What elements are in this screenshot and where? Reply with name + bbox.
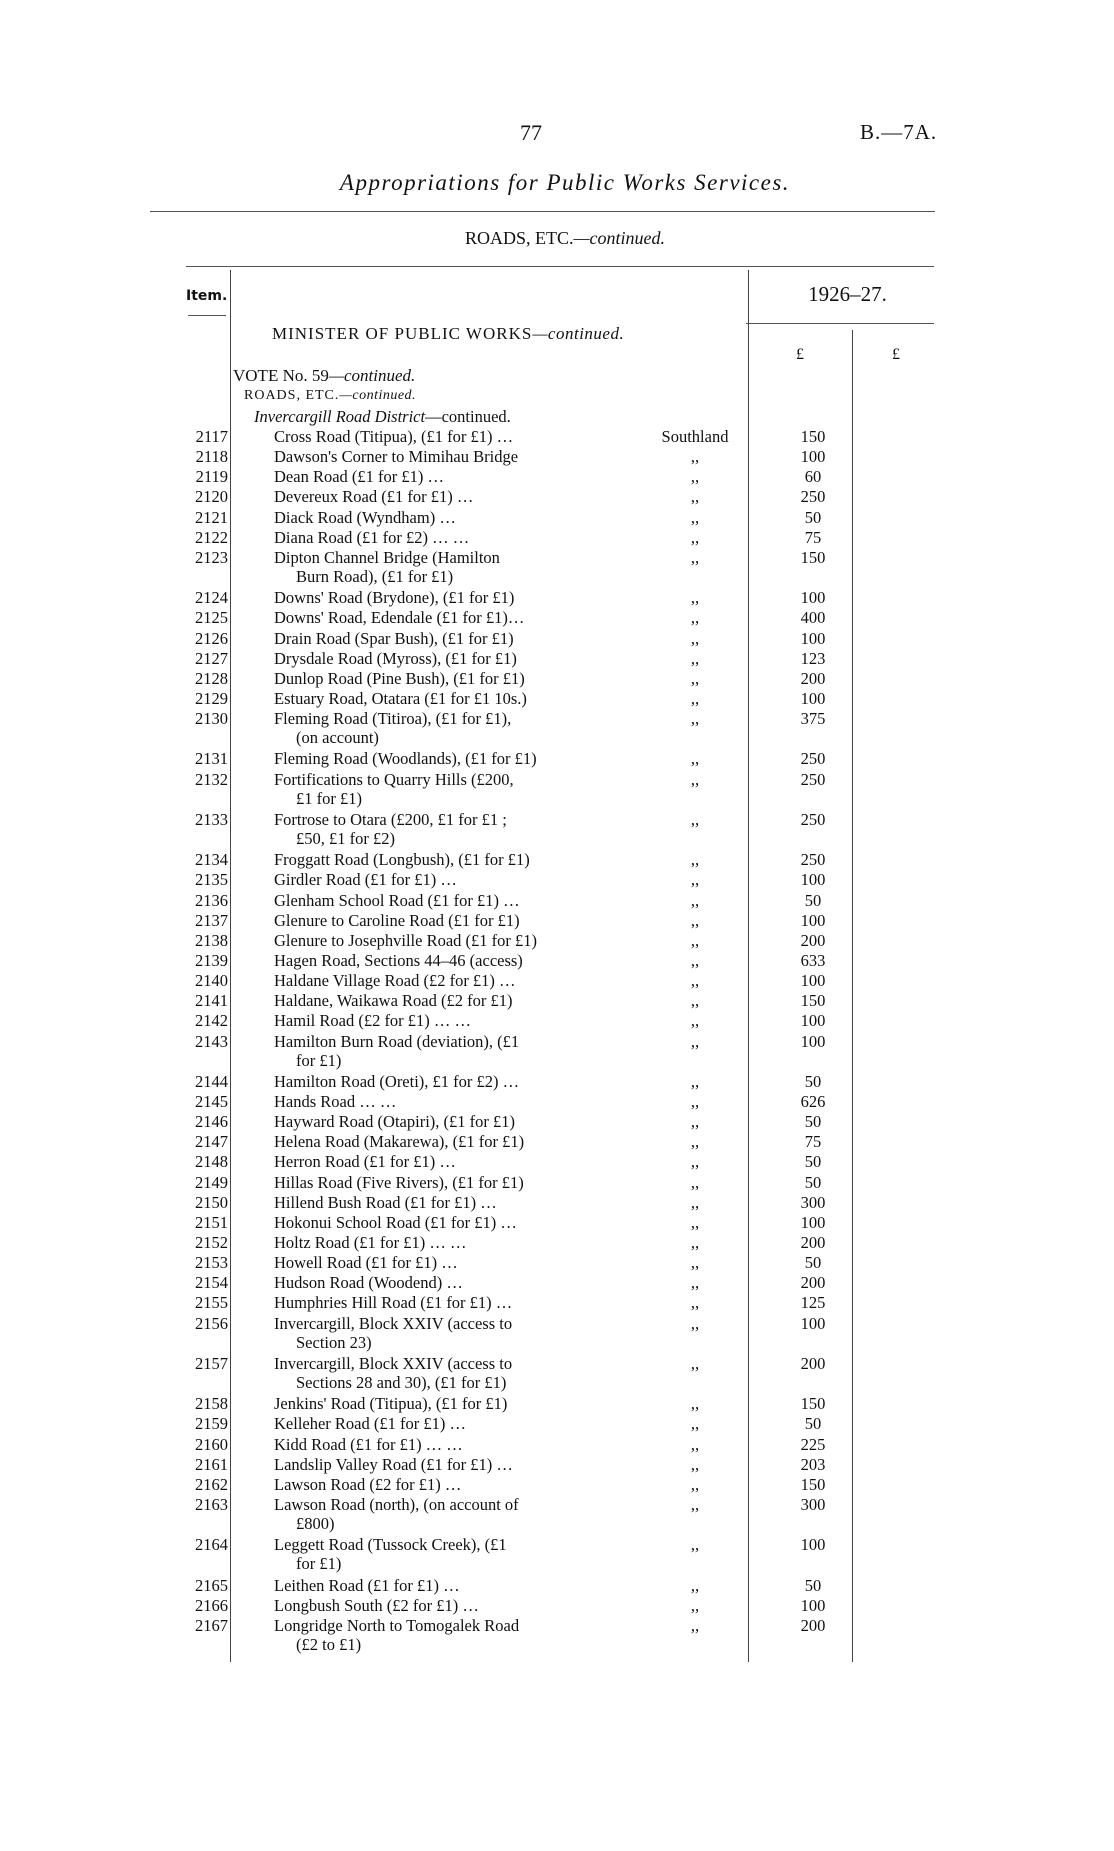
item-number: 2143	[195, 1031, 228, 1051]
description-text: Invercargill, Block XXIV (access to	[274, 1313, 513, 1333]
amount: 200	[800, 1353, 826, 1373]
item-number: 2153	[195, 1253, 228, 1273]
amount: 250	[800, 769, 826, 789]
table-top-rule	[186, 266, 934, 267]
road-description	[274, 1032, 616, 1070]
description-text: Lawson Road (£2 for £1) …	[274, 1474, 462, 1494]
description-text: Invercargill, Block XXIV (access to	[274, 1353, 513, 1373]
amount: 50	[804, 1071, 822, 1091]
item-number: 2162	[195, 1474, 228, 1494]
amount: 200	[800, 1233, 826, 1252]
item-number: 2156	[195, 1313, 228, 1333]
description-text: Landslip Valley Road (£1 for £1) …	[274, 1454, 513, 1474]
description-text: Haldane Village Road (£2 for £1) …	[274, 971, 516, 990]
minister-continued: —continued.	[532, 324, 625, 343]
description-text: Jenkins' Road (Titipua), (£1 for £1)	[274, 1394, 508, 1414]
amount: 50	[804, 890, 822, 910]
road-description	[274, 689, 616, 708]
location: ,,	[690, 890, 700, 910]
location: ,,	[690, 1535, 700, 1555]
road-description	[274, 1152, 616, 1171]
road-description	[274, 508, 616, 527]
item-number: 2140	[195, 971, 228, 990]
amount: 626	[800, 1091, 826, 1111]
road-description	[274, 931, 616, 950]
roads-title: ROADS, ETC.	[244, 388, 340, 403]
road-description	[274, 1576, 616, 1595]
item-number: 2144	[195, 1071, 228, 1091]
amount: 250	[800, 487, 826, 507]
description-text: Cross Road (Titipua), (£1 for £1) …	[274, 427, 514, 446]
location: ,,	[690, 1575, 700, 1595]
amount: 150	[800, 1394, 826, 1414]
amount: 100	[800, 910, 826, 930]
item-number: 2126	[195, 628, 228, 648]
amount: 375	[800, 709, 826, 729]
amount: 200	[800, 1273, 826, 1293]
item-number: 2159	[195, 1414, 228, 1434]
district-title: Invercargill Road District	[254, 407, 426, 426]
item-number: 2145	[195, 1091, 228, 1111]
item-number: 2166	[195, 1595, 228, 1615]
description-text: Froggatt Road (Longbush), (£1 for £1)	[274, 850, 530, 870]
road-description	[274, 1475, 616, 1494]
description-continuation: Section 23)	[296, 1332, 372, 1352]
item-number: 2160	[195, 1434, 228, 1454]
description-text: Kelleher Road (£1 for £1) …	[274, 1414, 466, 1434]
location: ,,	[690, 628, 700, 648]
location: ,,	[690, 487, 700, 507]
location: ,,	[690, 769, 700, 789]
amount: 200	[800, 1615, 826, 1635]
amount: 250	[800, 749, 826, 769]
road-description	[274, 548, 616, 586]
location: ,,	[690, 1494, 700, 1514]
location: ,,	[690, 1253, 700, 1273]
description-text: Hamil Road (£2 for £1) … …	[274, 1011, 472, 1031]
amount: 50	[804, 1414, 822, 1434]
road-description	[274, 770, 616, 808]
minister-heading	[272, 324, 624, 344]
item-number: 2149	[195, 1172, 228, 1192]
description-text: Leithen Road (£1 for £1) …	[274, 1575, 460, 1595]
location: ,,	[690, 991, 700, 1011]
road-description	[274, 1273, 616, 1292]
road-description	[274, 1112, 616, 1131]
location: ,,	[690, 1474, 700, 1494]
location: ,,	[690, 1615, 700, 1635]
description-text: Dipton Channel Bridge (Hamilton	[274, 547, 500, 567]
road-description	[274, 1314, 616, 1352]
year-column-header: 1926–27.	[808, 282, 887, 306]
item-number: 2135	[195, 870, 228, 890]
amount: 100	[800, 1595, 826, 1615]
location: ,,	[690, 588, 700, 608]
item-number: 2129	[195, 689, 228, 708]
description-text: Estuary Road, Otatara (£1 for £1 10s.)	[274, 689, 527, 708]
road-description	[274, 870, 616, 889]
description-text: Glenure to Caroline Road (£1 for £1)	[274, 910, 520, 930]
item-number: 2123	[195, 547, 228, 567]
item-number: 2158	[195, 1394, 228, 1414]
road-description	[274, 467, 616, 486]
description-text: Hayward Road (Otapiri), (£1 for £1)	[274, 1112, 516, 1132]
location: ,,	[690, 930, 700, 950]
description-text: Diana Road (£1 for £2) … …	[274, 527, 470, 547]
item-column-divider	[230, 270, 231, 1662]
description-text: Glenham School Road (£1 for £1) …	[274, 890, 520, 910]
item-number: 2131	[195, 749, 228, 769]
location: ,,	[690, 1394, 700, 1414]
location: ,,	[690, 1011, 700, 1031]
description-text: Fortrose to Otara (£200, £1 for £1 ;	[274, 809, 507, 829]
location: ,,	[690, 1293, 700, 1313]
description-text: Humphries Hill Road (£1 for £1) …	[274, 1293, 513, 1313]
item-number: 2164	[195, 1535, 228, 1555]
item-number: 2165	[195, 1575, 228, 1595]
location: ,,	[690, 910, 700, 930]
item-column-header: Item.	[186, 288, 228, 304]
section-heading	[100, 228, 1030, 249]
item-number: 2118	[195, 447, 228, 467]
item-number: 2128	[195, 668, 228, 688]
location: ,,	[690, 850, 700, 870]
section-continued: —continued.	[573, 228, 665, 248]
location: ,,	[690, 950, 700, 970]
section-title: ROADS, ETC.	[464, 228, 574, 248]
amount: 50	[804, 1172, 822, 1192]
road-description	[274, 810, 616, 848]
description-text: Hands Road … …	[274, 1091, 397, 1111]
location: ,,	[690, 749, 700, 769]
road-description	[274, 911, 616, 930]
amount: 300	[800, 1192, 826, 1212]
road-description	[274, 1173, 616, 1192]
item-number: 2133	[195, 809, 228, 829]
item-number: 2121	[195, 507, 228, 527]
item-number: 2161	[195, 1454, 228, 1474]
item-number: 2150	[195, 1192, 228, 1212]
item-number: 2127	[195, 648, 228, 668]
location: ,,	[690, 971, 700, 990]
location: ,,	[690, 527, 700, 547]
location: ,,	[690, 447, 700, 467]
item-number: 2142	[195, 1011, 228, 1031]
description-continuation: (on account)	[296, 728, 379, 748]
roads-continued: —continued.	[339, 388, 417, 403]
item-number: 2151	[195, 1212, 228, 1232]
item-number: 2124	[195, 588, 228, 608]
minister-title: MINISTER OF PUBLIC WORKS	[272, 324, 533, 343]
location: ,,	[690, 1414, 700, 1434]
description-text: Holtz Road (£1 for £1) … …	[274, 1233, 467, 1252]
amount: 50	[804, 1253, 822, 1273]
amount: 203	[800, 1454, 826, 1474]
location: ,,	[690, 1071, 700, 1091]
amount: 60	[804, 467, 822, 487]
item-number: 2132	[195, 769, 228, 789]
description-continuation: for £1)	[296, 1050, 342, 1070]
amount: 200	[800, 668, 826, 688]
road-description	[274, 1596, 616, 1615]
item-number: 2122	[195, 527, 228, 547]
location: ,,	[690, 467, 700, 487]
item-number: 2154	[195, 1273, 228, 1293]
description-text: Hokonui School Road (£1 for £1) …	[274, 1212, 517, 1232]
description-continuation: £1 for £1)	[296, 788, 362, 808]
item-number: 2138	[195, 930, 228, 950]
location: ,,	[690, 1353, 700, 1373]
description-text: Kidd Road (£1 for £1) … …	[274, 1434, 463, 1454]
location: ,,	[690, 870, 700, 890]
amount: 100	[800, 588, 826, 608]
location: ,,	[690, 648, 700, 668]
description-text: Helena Road (Makarewa), (£1 for £1)	[274, 1132, 525, 1152]
description-text: Hamilton Burn Road (deviation), (£1	[274, 1031, 520, 1051]
item-number: 2139	[195, 950, 228, 970]
road-description	[274, 649, 616, 668]
road-description	[274, 1495, 616, 1533]
description-text: Fleming Road (Woodlands), (£1 for £1)	[274, 749, 537, 769]
road-description	[274, 1354, 616, 1392]
amount: 100	[800, 971, 826, 990]
page-title: Appropriations for Public Works Services.	[339, 170, 791, 195]
vote-heading	[233, 366, 415, 386]
road-description	[274, 1011, 616, 1030]
item-number: 2119	[195, 467, 228, 487]
description-text: Drysdale Road (Myross), (£1 for £1)	[274, 648, 517, 668]
location: ,,	[690, 689, 700, 708]
item-number: 2167	[195, 1615, 228, 1635]
amount: 150	[800, 1474, 826, 1494]
amount: 100	[800, 1011, 826, 1031]
location: ,,	[690, 1192, 700, 1212]
item-number: 2147	[195, 1132, 228, 1152]
amount: 100	[800, 689, 826, 708]
description-continuation: £800)	[296, 1513, 335, 1533]
item-number: 2155	[195, 1293, 228, 1313]
pound-sign-2: £	[892, 346, 900, 363]
description-text: Howell Road (£1 for £1) …	[274, 1253, 458, 1273]
amount: 150	[800, 547, 826, 567]
title-rule	[150, 211, 935, 212]
amount: 50	[804, 1575, 822, 1595]
road-description	[274, 1616, 616, 1654]
amount: 225	[800, 1434, 826, 1454]
location: ,,	[690, 1212, 700, 1232]
item-number: 2120	[195, 487, 228, 507]
description-text: Downs' Road, Edendale (£1 for £1)…	[274, 608, 525, 628]
description-text: Dean Road (£1 for £1) …	[274, 467, 444, 487]
road-description	[274, 427, 616, 446]
road-description	[274, 1293, 616, 1312]
description-text: Downs' Road (Brydone), (£1 for £1)	[274, 588, 515, 608]
location: Southland	[661, 427, 729, 446]
item-number: 2146	[195, 1112, 228, 1132]
location: ,,	[690, 547, 700, 567]
item-number: 2125	[195, 608, 228, 628]
amount: 300	[800, 1494, 826, 1514]
amount: 125	[800, 1293, 826, 1313]
location: ,,	[690, 1091, 700, 1111]
item-number: 2157	[195, 1353, 228, 1373]
year-rule	[746, 323, 934, 324]
description-text: Leggett Road (Tussock Creek), (£1	[274, 1535, 507, 1555]
location: ,,	[690, 809, 700, 829]
description-text: Hagen Road, Sections 44–46 (access)	[274, 950, 523, 970]
road-description	[274, 608, 616, 627]
road-description	[274, 1253, 616, 1272]
road-description	[274, 991, 616, 1010]
item-rule	[188, 315, 226, 316]
road-description	[274, 1092, 616, 1111]
road-description	[274, 1132, 616, 1151]
item-number: 2152	[195, 1233, 228, 1252]
location: ,,	[690, 1112, 700, 1132]
road-description	[274, 1213, 616, 1232]
road-description	[274, 1072, 616, 1091]
amount: 100	[800, 1535, 826, 1555]
item-number: 2163	[195, 1494, 228, 1514]
amount: 75	[804, 1132, 822, 1152]
location: ,,	[690, 1152, 700, 1172]
road-description	[274, 1233, 616, 1252]
road-description	[274, 588, 616, 607]
location: ,,	[690, 1454, 700, 1474]
description-text: Herron Road (£1 for £1) …	[274, 1152, 456, 1172]
item-number: 2141	[195, 991, 228, 1011]
amount: 100	[800, 447, 826, 467]
amount: 200	[800, 930, 826, 950]
description-text: Devereux Road (£1 for £1) …	[274, 487, 474, 507]
description-text: Hillas Road (Five Rivers), (£1 for £1)	[274, 1172, 524, 1192]
road-description	[274, 1535, 616, 1573]
description-continuation: for £1)	[296, 1554, 342, 1574]
item-number: 2130	[195, 709, 228, 729]
item-number: 2117	[195, 427, 228, 446]
road-description	[274, 447, 616, 466]
road-description	[274, 1455, 616, 1474]
page-number: 77	[520, 120, 542, 145]
description-text: Hudson Road (Woodend) …	[274, 1273, 463, 1293]
document-reference: B.—7A.	[860, 120, 938, 144]
amount: 100	[800, 1313, 826, 1333]
road-description	[274, 749, 616, 768]
district-continued: —continued.	[425, 407, 511, 426]
road-description	[274, 487, 616, 506]
amount: 100	[800, 628, 826, 648]
amount: 75	[804, 527, 822, 547]
road-description	[274, 951, 616, 970]
location: ,,	[690, 668, 700, 688]
description-text: Drain Road (Spar Bush), (£1 for £1)	[274, 628, 514, 648]
item-number: 2148	[195, 1152, 228, 1172]
pound-sign-1: £	[796, 346, 804, 363]
location: ,,	[690, 1595, 700, 1615]
amount: 100	[800, 1212, 826, 1232]
description-text: Haldane, Waikawa Road (£2 for £1)	[274, 991, 513, 1011]
location: ,,	[690, 1434, 700, 1454]
item-number: 2137	[195, 910, 228, 930]
location: ,,	[690, 1031, 700, 1051]
description-text: Fleming Road (Titiroa), (£1 for £1),	[274, 709, 512, 729]
road-description	[274, 709, 616, 747]
location: ,,	[690, 507, 700, 527]
amount: 50	[804, 1112, 822, 1132]
description-text: Dunlop Road (Pine Bush), (£1 for £1)	[274, 668, 525, 688]
amount: 150	[800, 427, 826, 446]
description-text: Hillend Bush Road (£1 for £1) …	[274, 1192, 497, 1212]
vote-title: VOTE No. 59	[233, 366, 329, 385]
item-number: 2136	[195, 890, 228, 910]
location: ,,	[690, 709, 700, 729]
location: ,,	[690, 1313, 700, 1333]
amount: 123	[800, 648, 826, 668]
description-text: Hamilton Road (Oreti), £1 for £2) …	[274, 1071, 520, 1091]
road-description	[274, 1435, 616, 1454]
amount: 633	[800, 950, 826, 970]
item-number: 2134	[195, 850, 228, 870]
description-continuation: Sections 28 and 30), (£1 for £1)	[296, 1372, 507, 1392]
description-text: Glenure to Josephville Road (£1 for £1)	[274, 930, 538, 950]
description-continuation: Burn Road), (£1 for £1)	[296, 566, 454, 586]
roads-subheading	[244, 388, 416, 404]
description-continuation: £50, £1 for £2)	[296, 828, 395, 848]
location: ,,	[690, 1172, 700, 1192]
description-text: Diack Road (Wyndham) …	[274, 507, 456, 527]
vote-continued: —continued.	[328, 366, 416, 385]
amount: 100	[800, 870, 826, 890]
location: ,,	[690, 1273, 700, 1293]
district-heading	[254, 407, 511, 427]
road-description	[274, 528, 616, 547]
road-description	[274, 850, 616, 869]
road-description	[274, 1394, 616, 1413]
amount: 250	[800, 809, 826, 829]
description-text: Girdler Road (£1 for £1) …	[274, 870, 457, 890]
description-text: Lawson Road (north), (on account of	[274, 1494, 519, 1514]
road-description	[274, 1414, 616, 1433]
road-description	[274, 629, 616, 648]
amount: 50	[804, 1152, 822, 1172]
amount: 250	[800, 850, 826, 870]
road-description	[274, 971, 616, 990]
amount: 150	[800, 991, 826, 1011]
road-description	[274, 891, 616, 910]
road-description	[274, 1193, 616, 1212]
location: ,,	[690, 1132, 700, 1152]
location: ,,	[690, 608, 700, 628]
amount: 400	[800, 608, 826, 628]
description-text: Dawson's Corner to Mimihau Bridge	[274, 447, 519, 467]
description-text: Longbush South (£2 for £1) …	[274, 1595, 479, 1615]
amount: 100	[800, 1031, 826, 1051]
description-text: Fortifications to Quarry Hills (£200,	[274, 769, 514, 789]
location: ,,	[690, 1233, 700, 1252]
road-description	[274, 669, 616, 688]
description-text: Longridge North to Tomogalek Road	[274, 1615, 520, 1635]
amount: 50	[804, 507, 822, 527]
description-continuation: (£2 to £1)	[296, 1634, 362, 1654]
